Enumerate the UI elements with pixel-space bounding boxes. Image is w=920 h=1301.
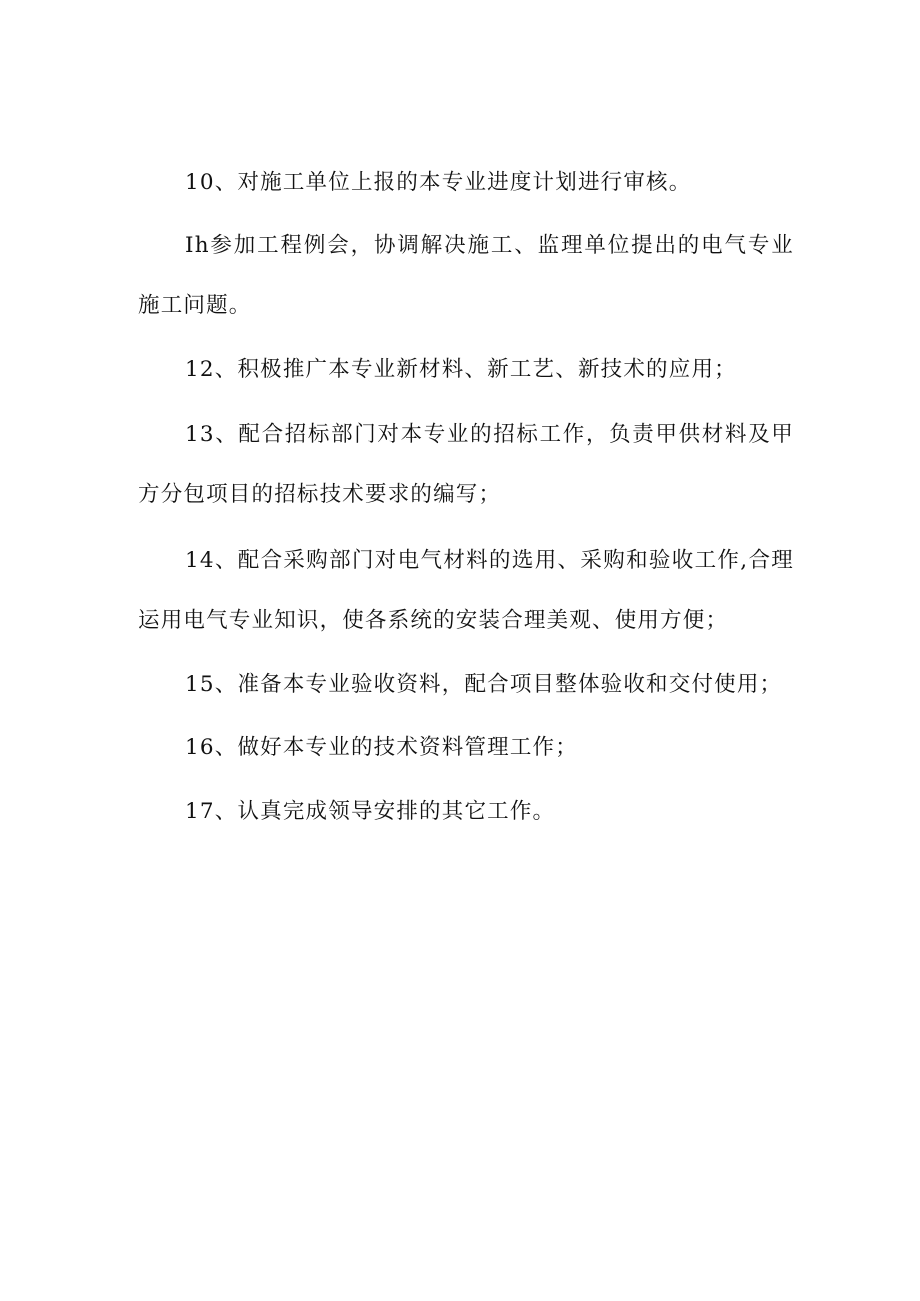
document-body bbox=[138, 153, 794, 847]
paragraph-item-12: 12、积极推广本专业新材料、新工艺、新技术的应用； bbox=[185, 357, 737, 382]
paragraph-item-15: 15、准备本专业验收资料，配合项目整体验收和交付使用； bbox=[185, 672, 783, 697]
paragraph-item-14: 14、配合采购部门对电气材料的选用、采购和验收工作,合理运用电气专业知识，使各系统的安装合理美观、使用方便； bbox=[138, 548, 794, 633]
paragraph-item-10: 10、对施工单位上报的本专业进度计划进行审核。 bbox=[185, 170, 692, 195]
paragraph-item-17: 17、认真完成领导安排的其它工作。 bbox=[185, 799, 556, 824]
paragraph-item-11: Ih参加工程例会，协调解决施工、监理单位提出的电气专业施工问题。 bbox=[138, 233, 794, 318]
paragraph-item-13: 13、配合招标部门对本专业的招标工作，负责甲供材料及甲方分包项目的招标技术要求的编写； bbox=[138, 422, 794, 507]
paragraph-item-16: 16、做好本专业的技术资料管理工作； bbox=[185, 735, 578, 760]
